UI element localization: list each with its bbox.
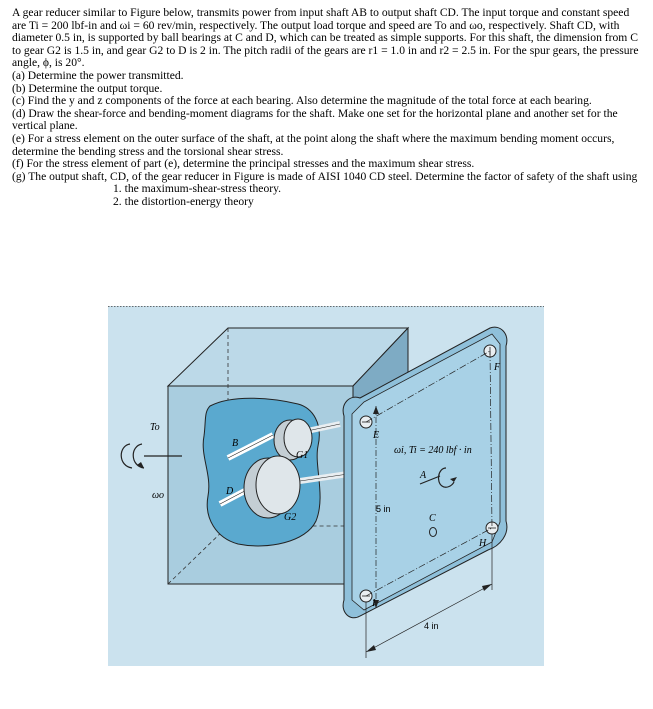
label-output-speed: ωo [152, 490, 165, 501]
label-dim-4in: 4 in [424, 621, 439, 631]
label-g2: G2 [284, 512, 297, 523]
problem-statement [12, 7, 644, 209]
label-output-torque: To [150, 422, 160, 433]
part-e: (e) For a stress element on the outer surface of the shaft, at the point along the shaft where the maximum bending moment occurs, determine the bending stress and the torsional shear stress. [12, 131, 615, 158]
label-d: D [226, 486, 234, 497]
label-f: F [494, 362, 501, 373]
label-dim-5in: 5 in [376, 504, 391, 514]
part-d: (d) Draw the shear-force and bending-moment diagrams for the shaft. Make one set for the horizontal plane and another set for the vertical plane. [12, 106, 618, 133]
label-g1: G1 [296, 450, 309, 461]
label-b: B [232, 438, 239, 449]
label-i: I [372, 598, 376, 609]
part-b: (b) Determine the output torque. [12, 81, 163, 95]
part-c: (c) Find the y and z components of the force at each bearing. Also determine the magnitude of the total force at each bearing. [12, 94, 592, 108]
part-f: (f) For the stress element of part (e), determine the principal stresses and the maximum shear stress. [12, 157, 475, 171]
problem-intro: A gear reducer similar to Figure below, transmits power from input shaft AB to output shaft CD. The input torque and constant speed are Ti = 200 lbf-in and ωi = 60 rev/min, respectively. The output load torque and speed are To and ωo, respectively. Shaft CD, with diameter 0.5 in, is supported by ball bearings at C and D, which can be treated as simple supports. For this shaft, the dimension from C to gear G2 is 1.5 in, and gear G2 to D is 2 in. The pitch radii of the gears are r1 = 1.0 in and r2 = 2.5 in. For the spur gears, the pressure angle, ϕ, is 20°. [12, 6, 639, 70]
label-e: E [373, 430, 380, 441]
part-a: (a) Determine the power transmitted. [12, 68, 184, 82]
label-h: H [479, 538, 487, 549]
theory-1: 1. the maximum-shear-stress theory. [113, 182, 282, 196]
gear-reducer-figure [108, 306, 544, 666]
label-input: ωi, Ti = 240 lbf · in [394, 445, 472, 456]
label-c: C [429, 513, 436, 524]
theory-2: 2. the distortion-energy theory [113, 194, 254, 208]
label-a: A [420, 470, 427, 481]
part-g: (g) The output shaft, CD, of the gear reducer in Figure is made of AISI 1040 CD steel. Determine the factor of safety of the shaft using [12, 169, 638, 183]
